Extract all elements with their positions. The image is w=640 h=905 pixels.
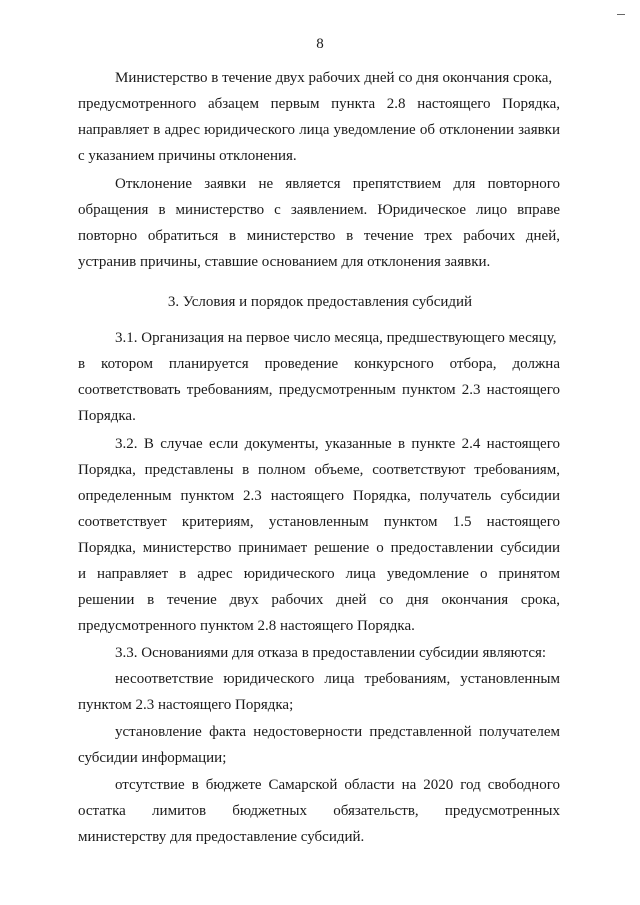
text-line: остатка лимитов бюджетных обязательств, предусмотренных	[78, 803, 560, 819]
text-line: решении в течение двух рабочих дней со дня окончания срока,	[78, 592, 560, 608]
text-line: министерству для предоставление субсидий.	[78, 829, 365, 845]
text-line: 3.2. В случае если документы, указанные в пункте 2.4 настоящего	[115, 436, 560, 452]
text-line: и направляет в адрес юридического лица уведомление о принятом	[78, 566, 560, 582]
text-line: направляет в адрес юридического лица уведомление об отклонении заявки	[78, 122, 560, 138]
text-line: обращения в министерство с заявлением. Юридическое лицо вправе	[78, 202, 560, 218]
text-line: субсидии информации;	[78, 750, 227, 766]
text-line: предусмотренного пунктом 2.8 настоящего Порядка.	[78, 618, 415, 634]
text-line: Порядка.	[78, 408, 136, 424]
text-line: определенным пунктом 2.3 настоящего Порядка, получатель субсидии	[78, 488, 560, 504]
text-line: пунктом 2.3 настоящего Порядка;	[78, 697, 294, 713]
section-heading: 3. Условия и порядок предоставления субсидий	[167, 294, 473, 310]
text-line: соответствовать требованиям, предусмотренным пунктом 2.3 настоящего	[78, 382, 560, 398]
text-line: Министерство в течение двух рабочих дней со дня окончания срока,	[115, 70, 553, 86]
text-line: установление факта недостоверности представленной получателем	[115, 724, 560, 740]
text-line: с указанием причины отклонения.	[78, 148, 297, 164]
text-line: 3.3. Основаниями для отказа в предоставлении субсидии являются:	[115, 645, 547, 661]
text-line: в котором планируется проведение конкурсного отбора, должна	[78, 356, 560, 372]
text-line: несоответствие юридического лица требованиям, установленным	[115, 671, 560, 687]
text-line: повторно обратиться в министерство в течение трех рабочих дней,	[78, 228, 560, 244]
text-line: предусмотренного абзацем первым пункта 2.8 настоящего Порядка,	[78, 96, 560, 112]
text-line: Порядка, министерство принимает решение о предоставлении субсидии	[78, 540, 560, 556]
text-line: 3.1. Организация на первое число месяца, предшествующего месяцу,	[115, 330, 557, 346]
text-line: Порядка, представлены в полном объеме, соответствуют требованиям,	[78, 462, 560, 478]
text-line: устранив причины, ставшие основанием для отклонения заявки.	[78, 254, 491, 270]
text-line: соответствует критериям, установленным пунктом 1.5 настоящего	[78, 514, 560, 530]
text-line: отсутствие в бюджете Самарской области на 2020 год свободного	[115, 777, 560, 793]
scan-mark	[617, 14, 625, 15]
text-line: Отклонение заявки не является препятствием для повторного	[115, 176, 560, 192]
page-number: 8	[316, 36, 324, 52]
